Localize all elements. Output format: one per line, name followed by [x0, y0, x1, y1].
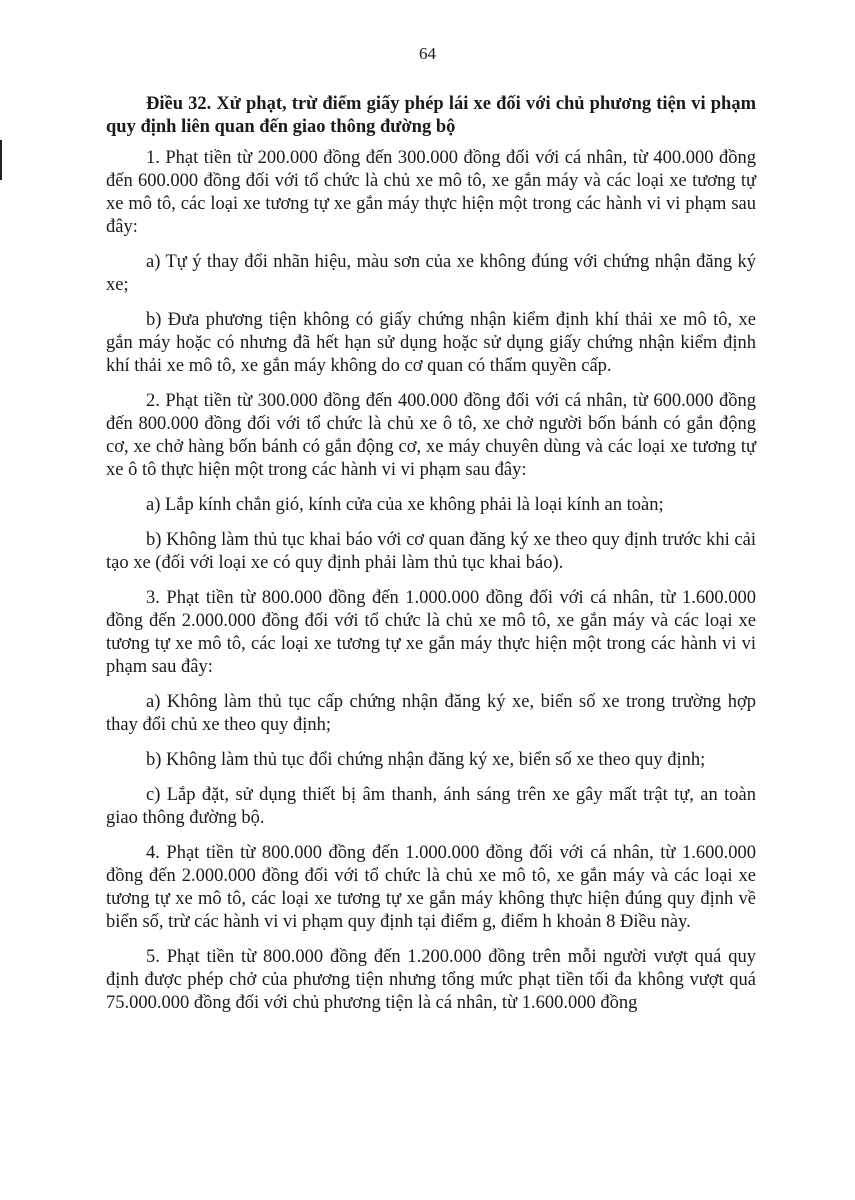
clause-3-point-c: c) Lắp đặt, sử dụng thiết bị âm thanh, ánh sáng trên xe gây mất trật tự, an toàn giao thông đường bộ. — [106, 785, 756, 828]
article-heading: Điều 32. Xử phạt, trừ điểm giấy phép lái xe đối với chủ phương tiện vi phạm quy định liên quan đến giao thông đường bộ — [106, 94, 756, 137]
document-body — [106, 93, 756, 1027]
clause-2: 2. Phạt tiền từ 300.000 đồng đến 400.000 đồng đối với cá nhân, từ 600.000 đồng đến 800.000 đồng đối với tổ chức là chủ xe ô tô, xe chở người bốn bánh có gắn động cơ, xe chở hàng bốn bánh có gắn động cơ, xe máy chuyên dùng và các loại xe tương tự xe ô tô thực hiện một trong các hành vi vi phạm sau đây: — [106, 391, 756, 480]
clause-3-point-b: b) Không làm thủ tục đổi chứng nhận đăng ký xe, biển số xe theo quy định; — [146, 750, 706, 770]
scan-edge-mark — [0, 140, 2, 180]
clause-4: 4. Phạt tiền từ 800.000 đồng đến 1.000.000 đồng đối với cá nhân, từ 1.600.000 đồng đến 2.000.000 đồng đối với tổ chức là chủ xe mô tô, xe gắn máy và các loại xe tương tự xe mô tô, các loại xe tương tự xe gắn máy không thực hiện đúng quy định về biển số, trừ các hành vi vi phạm quy định tại điểm g, điểm h khoản 8 Điều này. — [106, 843, 756, 932]
clause-1-point-b: b) Đưa phương tiện không có giấy chứng nhận kiểm định khí thải xe mô tô, xe gắn máy hoặc có nhưng đã hết hạn sử dụng hoặc sử dụng giấy chứng nhận kiểm định khí thải xe mô tô, xe gắn máy không do cơ quan có thẩm quyền cấp. — [106, 310, 756, 376]
clause-2-point-b: b) Không làm thủ tục khai báo với cơ quan đăng ký xe theo quy định trước khi cải tạo xe (đối với loại xe có quy định phải làm thủ tục khai báo). — [106, 530, 756, 573]
clause-2-point-a: a) Lắp kính chắn gió, kính cửa của xe không phải là loại kính an toàn; — [146, 495, 664, 515]
clause-3: 3. Phạt tiền từ 800.000 đồng đến 1.000.000 đồng đối với cá nhân, từ 1.600.000 đồng đến 2.000.000 đồng đối với tổ chức là chủ xe mô tô, xe gắn máy và các loại xe tương tự xe mô tô, các loại xe tương tự xe gắn máy thực hiện một trong các hành vi vi phạm sau đây: — [106, 588, 756, 677]
clause-1-point-a: a) Tự ý thay đổi nhãn hiệu, màu sơn của xe không đúng với chứng nhận đăng ký xe; — [106, 252, 756, 295]
clause-3-point-a: a) Không làm thủ tục cấp chứng nhận đăng ký xe, biển số xe trong trường hợp thay đổi chủ xe theo quy định; — [106, 692, 756, 735]
page-number: 64 — [419, 44, 436, 63]
clause-5: 5. Phạt tiền từ 800.000 đồng đến 1.200.000 đồng trên mỗi người vượt quá quy định được phép chở của phương tiện nhưng tổng mức phạt tiền tối đa không vượt quá 75.000.000 đồng đối với chủ phương tiện là cá nhân, từ 1.600.000 đồng — [106, 947, 756, 1013]
clause-1: 1. Phạt tiền từ 200.000 đồng đến 300.000 đồng đối với cá nhân, từ 400.000 đồng đến 600.000 đồng đối với tổ chức là chủ xe mô tô, xe gắn máy và các loại xe tương tự xe mô tô, các loại xe tương tự xe gắn máy thực hiện một trong các hành vi vi phạm sau đây: — [106, 148, 756, 237]
